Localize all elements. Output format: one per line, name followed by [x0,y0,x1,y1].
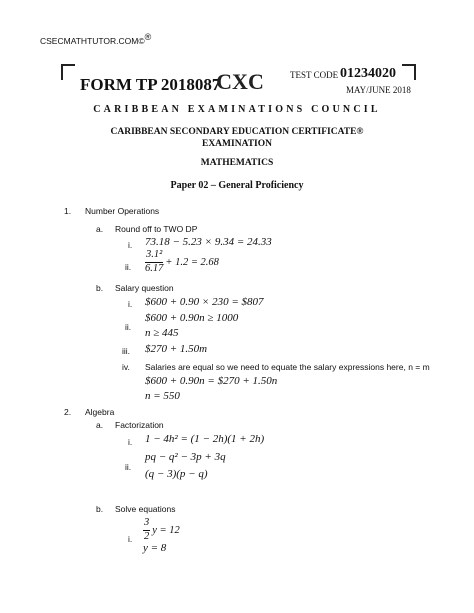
q1a-i-expression: 73.18 − 5.23 × 9.34 = 24.33 [145,236,272,248]
q1b-i-number: i. [128,299,133,309]
q1b-ii-number: ii. [125,322,132,332]
q2-number: 2. [64,407,72,417]
paper-title: Paper 02 – General Proficiency [170,180,304,191]
q1b-ii-line2: n ≥ 445 [145,327,179,339]
q2-title: Algebra [85,407,115,417]
examination-title: EXAMINATION [201,139,273,149]
logo-lettering: CXC [216,69,264,94]
q2a-ii-number: ii. [125,462,132,472]
q1-number: 1. [64,206,72,216]
q2a-ii-line1: pq − q² − 3p + 3q [145,451,226,463]
cxc-logo [217,66,263,96]
corner-bracket-left [61,64,75,80]
test-code-value: 01234020 [340,66,396,81]
site-watermark [40,32,151,46]
q2a-i-number: i. [128,437,133,447]
form-number: FORM TP 2018087 [80,75,221,94]
registered-mark: ® [144,32,152,42]
fraction-denominator: 2 [144,530,150,542]
certificate-title: CARIBBEAN SECONDARY EDUCATION CERTIFICATE® [110,127,364,137]
q2a-ii-line2: (q − 3)(p − q) [145,468,208,480]
q1b-letter: b. [96,283,104,293]
q1a-ii-expression [145,250,219,274]
q1b-iv-number: iv. [122,362,130,372]
q1b-ii-line1: $600 + 0.90n ≥ 1000 [145,312,239,324]
q1b-title: Salary question [115,283,174,293]
subject-title: MATHEMATICS [200,158,274,168]
q1b-iii-expression: $270 + 1.50m [145,343,208,355]
q2b-i-fraction [143,518,150,542]
q1b-iv-line2: n = 550 [145,390,180,402]
q1a-ii-number: ii. [125,262,132,272]
q2b-letter: b. [96,504,104,514]
council-title: CARIBBEAN EXAMINATIONS COUNCIL [93,104,381,115]
corner-bracket-right [402,64,416,80]
q2b-i-number: i. [128,534,133,544]
q2a-title: Factorization [115,420,164,430]
q1b-i-expression: $600 + 0.90 × 230 = $807 [145,296,264,308]
q2b-i-rest: y = 12 [152,524,180,536]
exam-session: MAY/JUNE 2018 [346,85,411,95]
q1a-i-number: i. [128,240,133,250]
q1a-ii-fraction [145,250,163,274]
q2a-i-expression: 1 − 4h² = (1 − 2h)(1 + 2h) [145,433,265,445]
q1a-ii-rest: + 1.2 = 2.68 [165,256,219,268]
q2b-i-expression [143,518,180,542]
q1a-letter: a. [96,224,104,234]
q1a-title: Round off to TWO DP [115,224,198,234]
site-name: CSECMATHTUTOR.COM© [40,35,145,46]
q1b-iv-text: Salaries are equal so we need to equate the salary expressions here, n = m [145,362,430,372]
fraction-denominator: 6.17 [145,262,164,274]
fraction-numerator: 3 [143,518,150,531]
q1b-iv-line1: $600 + 0.90n = $270 + 1.50n [145,375,278,387]
q1b-iii-number: iii. [122,346,131,356]
q2b-title: Solve equations [115,504,176,514]
fraction-numerator: 3.1² [145,250,163,263]
q2b-i-line2: y = 8 [143,542,167,554]
test-code-label: TEST CODE [290,70,339,80]
q1-title: Number Operations [85,206,160,216]
q2a-letter: a. [96,420,104,430]
